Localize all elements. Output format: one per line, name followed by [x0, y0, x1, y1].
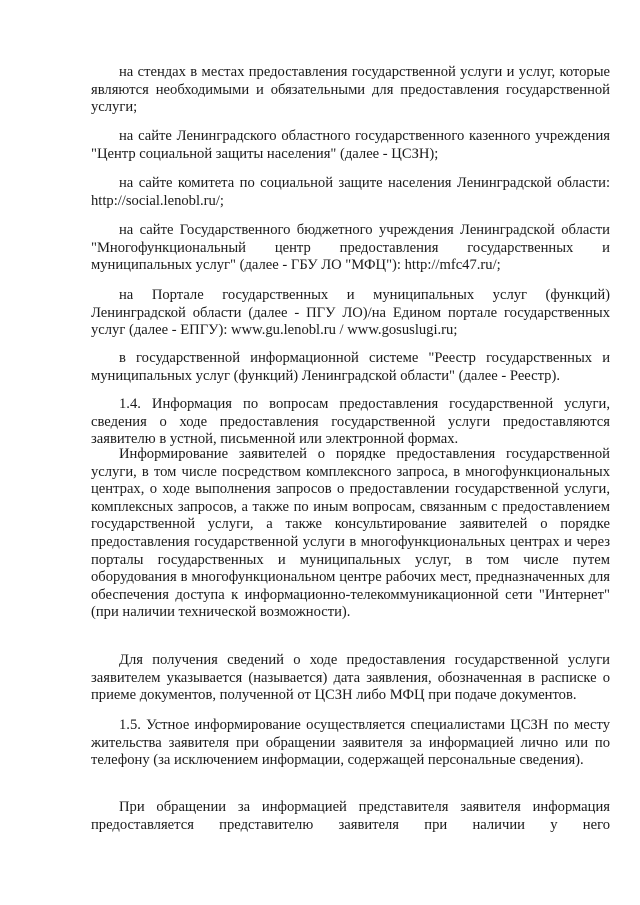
paragraph-status-request: Для получения сведений о ходе предоставления государственной услуги заявителем указывается (называется) дата заявления, обозначенная в расписке о приеме документов, полученной от ЦСЗН либо МФЦ при подаче документов.: [91, 652, 610, 704]
paragraph-representative: При обращении за информацией представителя заявителя информация предоставляется представителю заявителя при наличии у него: [91, 799, 610, 833]
paragraph-portal: на Портале государственных и муниципальных услуг (функций) Ленинградской области (далее - ПГУ ЛО)/на Едином портале государственных услуг (далее - ЕПГУ): www.gu.lenobl.ru / www.gosuslugi.ru;: [91, 287, 610, 339]
paragraph-informing-applicants: Информирование заявителей о порядке предоставления государственной услуги, в том числе посредством комплексного запроса, в многофункциональных центрах, о ходе выполнения запросов о предоставлении государственной услуги, комплексных запросов, а также по иным вопросам, связанным с предоставлением государственной услуги, а также консультирование заявителей о порядке предоставления государственной услуги в многофункциональных центрах и через порталы государственных и муниципальных услуг, в том числе путем оборудования в многофункциональном центре рабочих мест, предназначенных для обеспечения доступа к информационно-телекоммуникационной сети "Интернет" (при наличии технической возможности).: [91, 446, 610, 621]
paragraph-1-4-information: 1.4. Информация по вопросам предоставления государственной услуги, сведения о ходе предоставления государственной услуги предоставляются заявителю в устной, письменной или электронной формах.: [91, 396, 610, 448]
paragraph-registry: в государственной информационной системе "Реестр государственных и муниципальных услуг (функций) Ленинградской области" (далее - Реестр).: [91, 350, 610, 384]
paragraph-1-5-oral-informing: 1.5. Устное информирование осуществляется специалистами ЦСЗН по месту жительства заявителя при обращении заявителя за информацией лично или по телефону (за исключением информации, содержащей персональные сведения).: [91, 717, 610, 769]
paragraph-committee-site: на сайте комитета по социальной защите населения Ленинградской области: http://social.lenobl.ru/;: [91, 175, 610, 209]
paragraph-mfc-site: на сайте Государственного бюджетного учреждения Ленинградской области "Многофункциональный центр предоставления государственных и муниципальных услуг" (далее - ГБУ ЛО "МФЦ"): http://mfc47.ru/;: [91, 222, 610, 274]
paragraph-info-stands: на стендах в местах предоставления государственной услуги и услуг, которые являются необходимыми и обязательными для предоставления государственной услуги;: [91, 64, 610, 116]
paragraph-cszn-site: на сайте Ленинградского областного государственного казенного учреждения "Центр социальной защиты населения" (далее - ЦСЗН);: [91, 128, 610, 162]
